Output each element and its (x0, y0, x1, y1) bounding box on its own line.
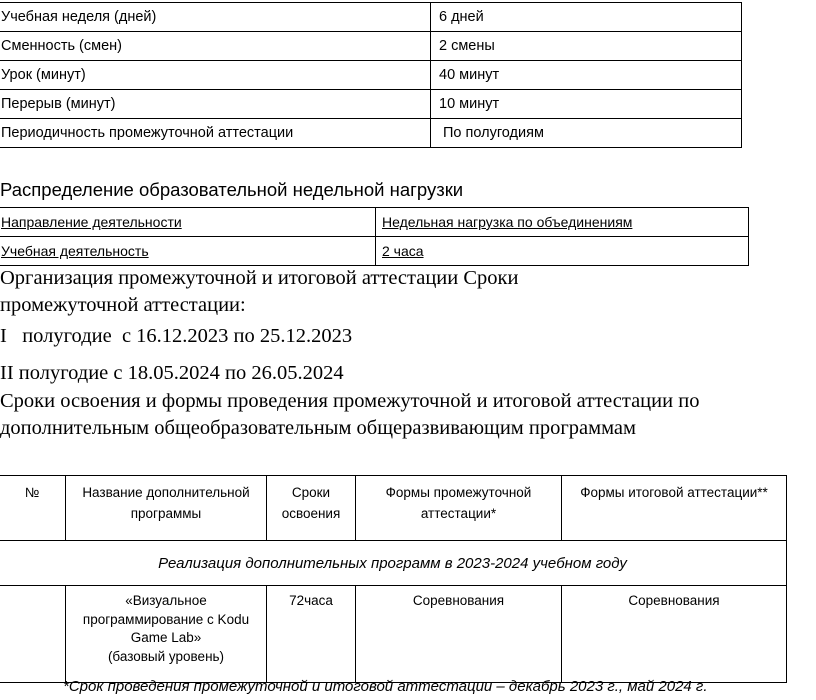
header-program-name (66, 476, 267, 541)
header-text: Формы промежуточной (385, 485, 532, 500)
schedule-table (0, 2, 742, 148)
program-name-line: Game Lab» (130, 630, 202, 645)
table-header-row (0, 476, 787, 541)
load-title: Распределение образовательной недельной нагрузки (0, 179, 464, 200)
header-text: освоения (281, 506, 341, 521)
semester-2-dates: II полугодие с 18.05.2024 по 26.05.2024 (0, 362, 344, 384)
terms-heading-line: дополнительным общеобразовательным общеразвивающим программам (0, 417, 637, 439)
schedule-label: Перерыв (минут) (0, 90, 431, 119)
table-row (0, 61, 742, 90)
schedule-label: Периодичность промежуточной аттестации (0, 119, 431, 148)
section-row (0, 541, 787, 586)
header-interim-form (356, 476, 562, 541)
schedule-label: Сменность (смен) (0, 32, 431, 61)
table-header-row (0, 208, 749, 237)
attestation-heading-line: Организация промежуточной и итоговой аттестации Сроки (0, 267, 519, 289)
footnote: *Срок проведения промежуточной и итоговой аттестации – декабрь 2023 г., май 2024 г. (63, 678, 708, 695)
section-title: Реализация дополнительных программ в 2023-2024 учебном году (0, 541, 787, 586)
schedule-value: 10 минут (431, 90, 742, 119)
schedule-value: 2 смены (431, 32, 742, 61)
programs-table (0, 475, 787, 683)
program-final-form: Соревнования (562, 586, 787, 683)
header-text: Название дополнительной (82, 485, 250, 500)
table-row (0, 90, 742, 119)
header-text: аттестации* (420, 506, 497, 521)
header-number: № (0, 476, 66, 541)
table-row (0, 586, 787, 683)
table-row (0, 237, 749, 266)
load-header: Недельная нагрузка по объединениям (376, 208, 749, 237)
table-row (0, 32, 742, 61)
schedule-value: По полугодиям (431, 119, 742, 148)
header-period (267, 476, 356, 541)
schedule-value: 6 дней (431, 3, 742, 32)
load-cell: Учебная деятельность (0, 237, 376, 266)
load-cell: 2 часа (376, 237, 749, 266)
load-header: Направление деятельности (0, 208, 376, 237)
schedule-label: Урок (минут) (0, 61, 431, 90)
schedule-label: Учебная неделя (дней) (0, 3, 431, 32)
terms-heading-line: Сроки освоения и формы проведения промежуточной и итоговой аттестации по (0, 390, 700, 412)
program-name-line: программирование с Kodu (82, 611, 250, 627)
header-text: программы (130, 506, 202, 521)
semester-1-dates: I полугодие с 16.12.2023 по 25.12.2023 (0, 325, 353, 347)
program-name-line: (базовый уровень) (107, 648, 225, 664)
load-table (0, 207, 749, 266)
header-text: Сроки (291, 485, 331, 500)
program-name-line: «Визуальное (125, 593, 207, 608)
program-period: 72часа (267, 586, 356, 683)
header-final-form: Формы итоговой аттестации** (562, 476, 787, 541)
attestation-heading-line: промежуточной аттестации: (0, 294, 246, 316)
program-name (66, 586, 267, 683)
program-interim-form: Соревнования (356, 586, 562, 683)
table-row (0, 3, 742, 32)
program-number (0, 586, 66, 683)
schedule-value: 40 минут (431, 61, 742, 90)
table-row (0, 119, 742, 148)
